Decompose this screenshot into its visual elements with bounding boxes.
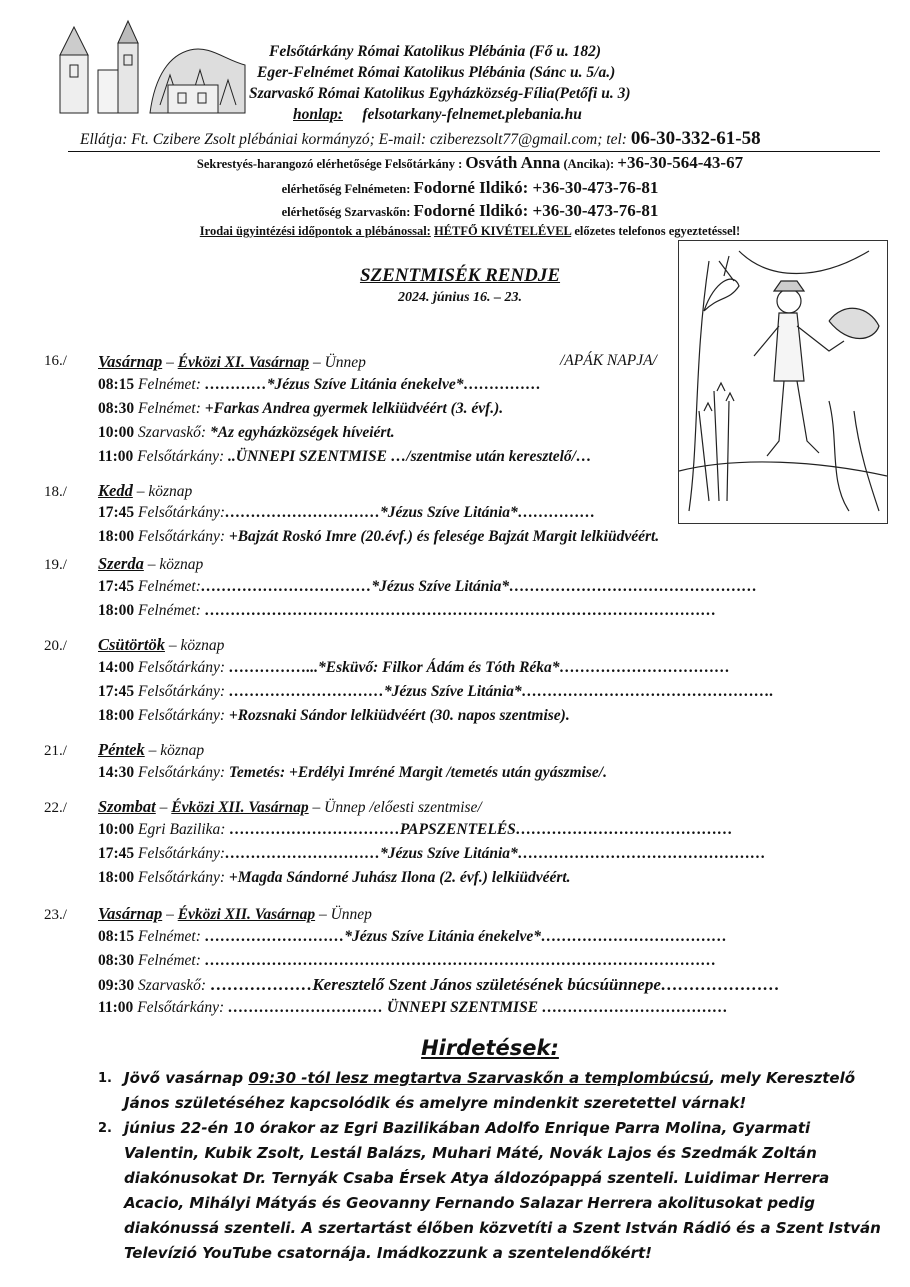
mass-time: 08:15 bbox=[98, 376, 135, 393]
felnemet-contact: Fodorné Ildikó: +36-30-473-76-81 bbox=[413, 178, 659, 197]
mass-intention: +Bajzát Roskó Imre (20.évf.) és felesége Bajzát Margit lelkiüdvéért. bbox=[225, 528, 660, 545]
day-heading bbox=[98, 352, 366, 372]
mass-entry bbox=[98, 845, 766, 863]
mass-place: Felsőtárkány: bbox=[138, 707, 225, 724]
mass-place: Szarvaskő: bbox=[138, 977, 207, 994]
mass-entry bbox=[98, 683, 774, 701]
mass-time: 08:30 bbox=[98, 952, 135, 969]
mass-place: Egri Bazilika: bbox=[138, 821, 226, 838]
day-feast: Évközi XI. Vasárnap bbox=[177, 354, 310, 371]
day-feast: Évközi XII. Vasárnap bbox=[177, 906, 316, 923]
mass-entry bbox=[98, 448, 591, 466]
mass-time: 09:30 bbox=[98, 977, 135, 994]
homepage-link[interactable]: felsotarkany-felnemet.plebania.hu bbox=[362, 106, 582, 123]
mass-intention: …………………………*Jézus Szíve Litánia*………………………………………… bbox=[225, 845, 766, 862]
header-block bbox=[249, 41, 809, 125]
szarvasko-contact-line bbox=[120, 201, 820, 221]
mass-time: 17:45 bbox=[98, 578, 135, 595]
szarvasko-label: elérhetőség Szarvaskőn: bbox=[281, 205, 411, 219]
day-rank: – köznap bbox=[143, 556, 204, 573]
announcement-item bbox=[98, 1116, 888, 1266]
mass-place: Felsőtárkány: bbox=[138, 845, 225, 862]
mass-time: 14:30 bbox=[98, 764, 135, 781]
mass-intention: …………………………*Jézus Szíve Litánia*…………… bbox=[225, 504, 596, 521]
fathers-day-label: /APÁK NAPJA/ bbox=[560, 352, 657, 369]
mass-entry bbox=[98, 999, 728, 1017]
mass-entry bbox=[98, 578, 757, 596]
day-separator: – bbox=[155, 799, 172, 816]
contact-prefix: Ellátja: Ft. Czibere Zsolt plébániai kormányzó; E-mail: bbox=[80, 131, 426, 148]
office-except: HÉTFŐ KIVÉTELÉVEL bbox=[433, 224, 572, 238]
day-rank: – köznap bbox=[164, 637, 225, 654]
mass-intention: ……………………………*Jézus Szíve Litánia*………………………………………… bbox=[200, 578, 758, 595]
mass-time: 08:30 bbox=[98, 400, 135, 417]
mass-entry bbox=[98, 602, 716, 620]
day-number: 19./ bbox=[44, 557, 67, 573]
mass-intention: ..ÜNNEPI SZENTMISE …/szentmise után keresztelő/… bbox=[224, 448, 592, 465]
day-number: 22./ bbox=[44, 800, 67, 816]
mass-place: Felsőtárkány: bbox=[137, 999, 225, 1016]
mass-time: 11:00 bbox=[98, 999, 134, 1016]
sacristan-name: Osváth Anna bbox=[465, 153, 561, 172]
day-number: 20./ bbox=[44, 638, 67, 654]
mass-entry bbox=[98, 928, 727, 946]
mass-entry bbox=[98, 869, 571, 887]
mass-time: 10:00 bbox=[98, 424, 135, 441]
church-logo bbox=[50, 15, 250, 115]
mass-entry bbox=[98, 400, 503, 418]
mass-entry bbox=[98, 952, 716, 970]
day-separator: – bbox=[162, 354, 178, 371]
day-separator: – bbox=[162, 906, 178, 923]
mass-place: Felsőtárkány: bbox=[137, 448, 225, 465]
mass-entry bbox=[98, 975, 780, 995]
sacristan-phone: +36-30-564-43-67 bbox=[617, 153, 744, 172]
announcement-text: Jövő vasárnap bbox=[124, 1069, 249, 1087]
mass-place: Felnémet: bbox=[138, 376, 201, 393]
mass-place: Szarvaskő: bbox=[138, 424, 207, 441]
day-heading bbox=[98, 554, 203, 574]
header-divider bbox=[68, 151, 880, 152]
mass-place: Felnémet: bbox=[138, 928, 201, 945]
announcement-number: 1. bbox=[98, 1071, 112, 1086]
header-line-3: Szarvaskő Római Katolikus Egyházközség-Fília(Petőfi u. 3) bbox=[249, 85, 631, 102]
day-feast: Évközi XII. Vasárnap bbox=[171, 799, 309, 816]
mass-intention: ……………...*Esküvő: Filkor Ádám és Tóth Réka*…………………………… bbox=[225, 659, 731, 676]
mass-time: 18:00 bbox=[98, 707, 135, 724]
mass-time: 08:15 bbox=[98, 928, 135, 945]
mass-intention: ……………………………………………………………………………………… bbox=[200, 952, 717, 969]
homepage-label: honlap: bbox=[293, 106, 343, 123]
mass-place: Felnémet: bbox=[138, 400, 201, 417]
mass-entry bbox=[98, 424, 395, 442]
mass-place: Felnémet: bbox=[138, 952, 201, 969]
felnemet-label: elérhetőség Felnémeten: bbox=[281, 182, 411, 196]
day-rank: – köznap bbox=[132, 483, 193, 500]
day-heading bbox=[98, 797, 482, 817]
mass-intention: ………………………*Jézus Szíve Litánia énekelve*……………………………… bbox=[200, 928, 727, 945]
mass-time: 10:00 bbox=[98, 821, 135, 838]
day-number: 23./ bbox=[44, 907, 67, 923]
mass-time: 18:00 bbox=[98, 528, 135, 545]
mass-intention: ……………………………………………………………………………………… bbox=[200, 602, 717, 619]
mass-place: Felnémet: bbox=[138, 602, 201, 619]
mass-entry bbox=[98, 528, 659, 546]
announcement-item bbox=[98, 1066, 888, 1116]
mass-time: 17:45 bbox=[98, 683, 135, 700]
day-rank: – köznap bbox=[144, 742, 205, 759]
mass-place: Felsőtárkány: bbox=[138, 504, 225, 521]
announcement-text: június 22-én 10 órakor az Egri Bazilikában Adolfo Enrique Parra Molina, Gyarmati Valentin, Kubik Zsolt, Lestál Balázs, Muhari Máté, Novák Lajos és Szedmák Zoltán diakónusokat Dr. Ternyák Csaba Érsek Atya áldozópappá szenteli. Luidimar Herrera Acacio, Mihályi Mátyás és Geovanny Fernando Salazar Herrera akolitusokat pedig diakónussá szenteli. A szertartást élőben közvetíti a Szent István Rádió és a Szent István Televízió YouTube csatornája. Imádkozzunk a szentelendőkért! bbox=[124, 1119, 881, 1262]
day-rank: – Ünnep bbox=[315, 906, 372, 923]
sacristan-nick: (Ancika): bbox=[563, 157, 615, 171]
day-name: Szerda bbox=[98, 554, 144, 573]
day-heading bbox=[98, 635, 224, 655]
mass-place: Felsőtárkány: bbox=[138, 764, 225, 781]
sower-illustration bbox=[678, 240, 888, 524]
day-number: 16./ bbox=[44, 353, 67, 369]
mass-intention: +Farkas Andrea gyermek lelkiüdvéért (3. évf.). bbox=[200, 400, 504, 417]
announcements-title: Hirdetések: bbox=[421, 1036, 559, 1060]
mass-entry bbox=[98, 821, 733, 839]
mass-time: 18:00 bbox=[98, 602, 135, 619]
mass-time: 11:00 bbox=[98, 448, 134, 465]
office-hours-line bbox=[120, 224, 820, 239]
day-name: Vasárnap bbox=[98, 904, 163, 923]
mass-time: 17:45 bbox=[98, 504, 135, 521]
contact-line bbox=[80, 128, 761, 150]
szarvasko-contact: Fodorné Ildikó: +36-30-473-76-81 bbox=[413, 201, 659, 220]
mass-intention: ………………………… ÜNNEPI SZENTMISE ……………………………… bbox=[224, 999, 728, 1016]
sacristan-label: Sekrestyés-harangozó elérhetősége Felsőtárkány : bbox=[196, 157, 463, 171]
day-rank: – Ünnep /előesti szentmise/ bbox=[308, 799, 482, 816]
mass-place: Felsőtárkány: bbox=[138, 528, 225, 545]
header-line-2: Eger-Felnémet Római Katolikus Plébánia (Sánc u. 5/a.) bbox=[257, 64, 616, 81]
day-number: 18./ bbox=[44, 484, 67, 500]
day-name: Kedd bbox=[98, 481, 133, 500]
schedule-dates: 2024. június 16. – 23. bbox=[397, 290, 523, 305]
mass-entry bbox=[98, 764, 607, 782]
day-rank: – Ünnep bbox=[309, 354, 366, 371]
announcement-text: , mely Keresztelő János születéséhez kapcsolódik és amelyre mindenkit szeretettel várnak! bbox=[124, 1069, 856, 1112]
day-name: Péntek bbox=[98, 740, 145, 759]
announcement-highlight: 09:30 -tól lesz megtartva Szarvaskőn a templombúcsú bbox=[248, 1069, 710, 1087]
mass-time: 17:45 bbox=[98, 845, 135, 862]
office-rest: előzetes telefonos egyeztetéssel! bbox=[574, 224, 741, 238]
mass-intention: …………………………*Jézus Szíve Litánia*…………………………………………. bbox=[225, 683, 774, 700]
sacristan-line bbox=[120, 153, 820, 173]
mass-place: Felsőtárkány: bbox=[138, 683, 225, 700]
day-heading bbox=[98, 481, 192, 501]
day-name: Vasárnap bbox=[98, 352, 163, 371]
mass-place: Felnémet: bbox=[138, 578, 201, 595]
mass-entry bbox=[98, 376, 541, 394]
office-label: Irodai ügyintézési időpontok a plébánossal: bbox=[199, 224, 431, 238]
mass-intention: +Rozsnaki Sándor lelkiüdvéért (30. napos szentmise). bbox=[225, 707, 570, 724]
contact-phone: 06-30-332-61-58 bbox=[630, 128, 761, 149]
day-heading bbox=[98, 904, 372, 924]
mass-time: 14:00 bbox=[98, 659, 135, 676]
mass-intention: ……………………………PAPSZENTELÉS…………………………………… bbox=[225, 821, 733, 838]
mass-intention: *Az egyházközségek híveiért. bbox=[206, 424, 395, 441]
mass-intention: ………………Keresztelő Szent János születésének búcsúünnepe………………… bbox=[206, 975, 780, 994]
day-name: Szombat bbox=[98, 797, 156, 816]
mass-entry bbox=[98, 659, 730, 677]
mass-intention: +Magda Sándorné Juhász Ilona (2. évf.) lelkiüdvéért. bbox=[225, 869, 571, 886]
mass-intention: Temetés: +Erdélyi Imréné Margit /temetés után gyászmise/. bbox=[225, 764, 607, 781]
felnemet-contact-line bbox=[120, 178, 820, 198]
mass-entry bbox=[98, 707, 570, 725]
announcement-number: 2. bbox=[98, 1121, 112, 1136]
day-name: Csütörtök bbox=[98, 635, 165, 654]
contact-email[interactable]: cziberezsolt77@gmail.com; bbox=[429, 131, 603, 148]
mass-time: 18:00 bbox=[98, 869, 135, 886]
header-line-1: Felsőtárkány Római Katolikus Plébánia (Fő u. 182) bbox=[269, 43, 601, 60]
mass-place: Felsőtárkány: bbox=[138, 869, 225, 886]
mass-intention: …………*Jézus Szíve Litánia énekelve*…………… bbox=[200, 376, 541, 393]
contact-tel-label: tel: bbox=[606, 131, 627, 148]
mass-entry bbox=[98, 504, 595, 522]
schedule-title: SZENTMISÉK RENDJE bbox=[359, 265, 561, 286]
mass-place: Felsőtárkány: bbox=[138, 659, 225, 676]
day-number: 21./ bbox=[44, 743, 67, 759]
day-heading bbox=[98, 740, 204, 760]
